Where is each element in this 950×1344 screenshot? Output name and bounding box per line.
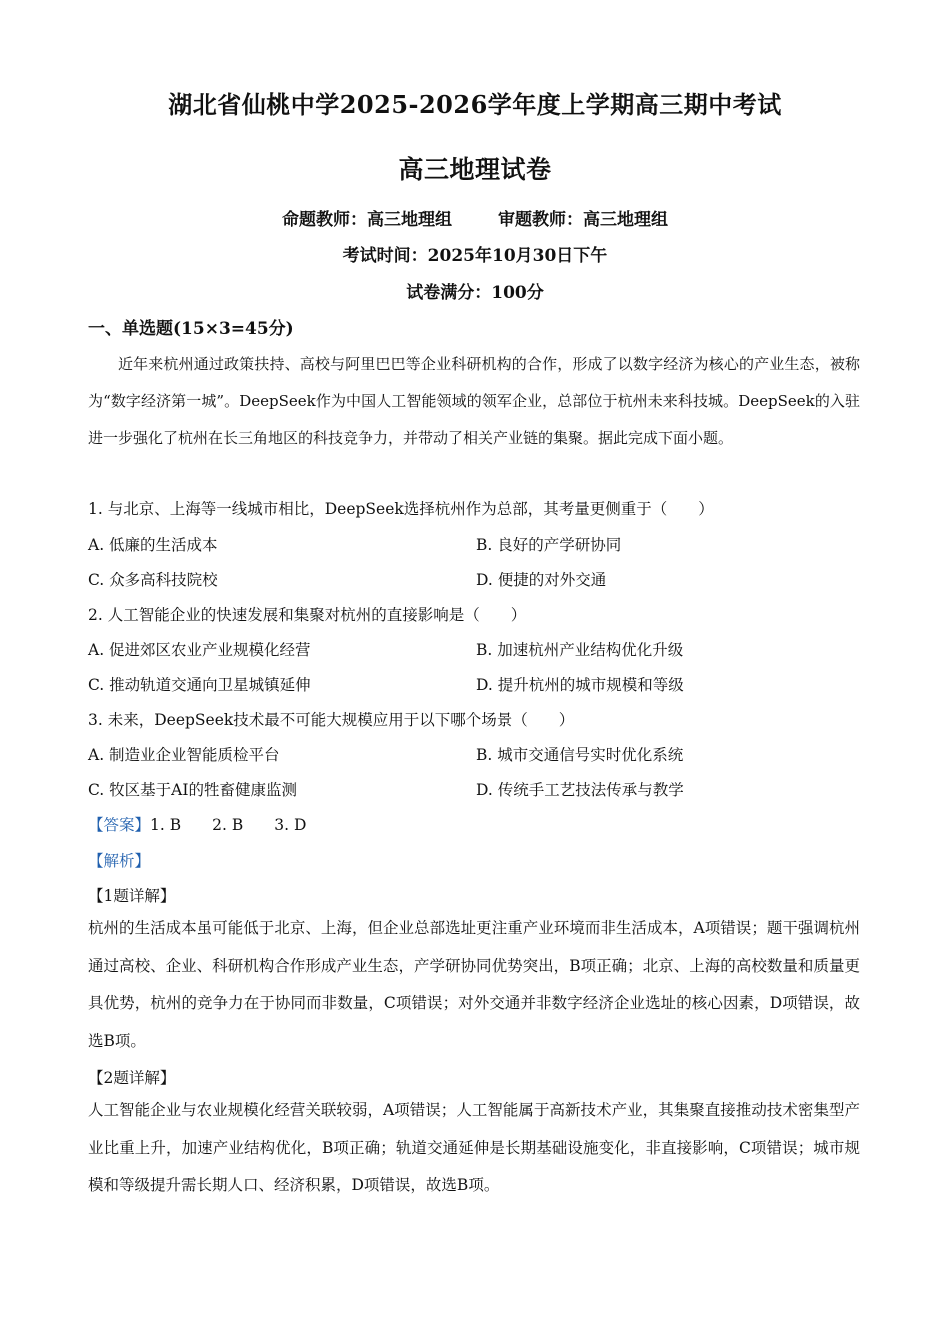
answer-values: 1. B 2. B 3. D <box>150 816 307 834</box>
question-3-option-d: D. 传统手工艺技法传承与教学 <box>476 781 684 799</box>
exam-subtitle: 高三地理试卷 <box>398 155 552 184</box>
q2-detail-text: 人工智能企业与农业规模化经营关联较弱，A项错误；人工智能属于高新技术产业，其集聚直接推动技术密集型产业比重上升，加速产业结构优化，B项正确；轨道交通延伸是长期基础设施变化，非直接影响，C项错误；城市规模和等级提升需长期人口、经济积累，D项错误，故选B项。 <box>88 1101 860 1194</box>
question-1-option-d: D. 便捷的对外交通 <box>476 571 607 589</box>
q1-detail-title: 【1题详解】 <box>88 887 176 905</box>
question-2-option-a: A. 促进郊区农业产业规模化经营 <box>88 641 311 659</box>
exam-time: 考试时间：2025年10月30日下午 <box>342 246 608 266</box>
question-3-option-c: C. 牧区基于AI的牲畜健康监测 <box>88 781 297 799</box>
section-title: 一、单选题(15×3=45分) <box>88 319 294 339</box>
analysis-tag: 【解析】 <box>88 852 151 870</box>
question-3-stem: 3. 未来，DeepSeek技术最不可能大规模应用于以下哪个场景（ ） <box>88 711 575 729</box>
question-1-stem: 1. 与北京、上海等一线城市相比，DeepSeek选择杭州作为总部，其考量更侧重于（ ） <box>88 500 714 518</box>
reading-passage: 近年来杭州通过政策扶持、高校与阿里巴巴等企业科研机构的合作，形成了以数字经济为核心的产业生态，被称为“数字经济第一城”。DeepSeek作为中国人工智能领域的领军企业，总部位于杭州未来科技城。DeepSeek的入驻进一步强化了杭州在长三角地区的科技竞争力，并带动了相关产业链的集聚。据此完成下面小题。 <box>88 355 860 447</box>
full-score: 试卷满分：100分 <box>406 283 544 303</box>
reviewer-label: 审题教师：高三地理组 <box>498 210 668 230</box>
question-1-option-b: B. 良好的产学研协同 <box>476 536 622 554</box>
q2-detail-title: 【2题详解】 <box>88 1069 176 1087</box>
question-3-option-b: B. 城市交通信号实时优化系统 <box>476 746 684 764</box>
question-2-option-b: B. 加速杭州产业结构优化升级 <box>476 641 684 659</box>
question-2-option-c: C. 推动轨道交通向卫星城镇延伸 <box>88 676 311 694</box>
question-2-stem: 2. 人工智能企业的快速发展和集聚对杭州的直接影响是（ ） <box>88 606 527 624</box>
setter-label: 命题教师：高三地理组 <box>282 210 452 230</box>
question-1-option-a: A. 低廉的生活成本 <box>88 536 218 554</box>
question-2-option-d: D. 提升杭州的城市规模和等级 <box>476 676 684 694</box>
teacher-info <box>0 205 950 230</box>
answer-line <box>88 813 306 835</box>
q1-detail-text: 杭州的生活成本虽可能低于北京、上海，但企业总部选址更注重产业环境而非生活成本，A项错误；题干强调杭州通过高校、企业、科研机构合作形成产业生态，产学研协同优势突出，B项正确；北京、上海的高校数量和质量更具优势，杭州的竞争力在于协同而非数量，C项错误；对外交通并非数字经济企业选址的核心因素，D项错误，故选B项。 <box>88 919 860 1050</box>
question-3-option-a: A. 制造业企业智能质检平台 <box>88 746 280 764</box>
answer-tag: 【答案】 <box>88 816 151 834</box>
question-1-option-c: C. 众多高科技院校 <box>88 571 218 589</box>
exam-title: 湖北省仙桃中学2025-2026学年度上学期高三期中考试 <box>168 90 782 119</box>
